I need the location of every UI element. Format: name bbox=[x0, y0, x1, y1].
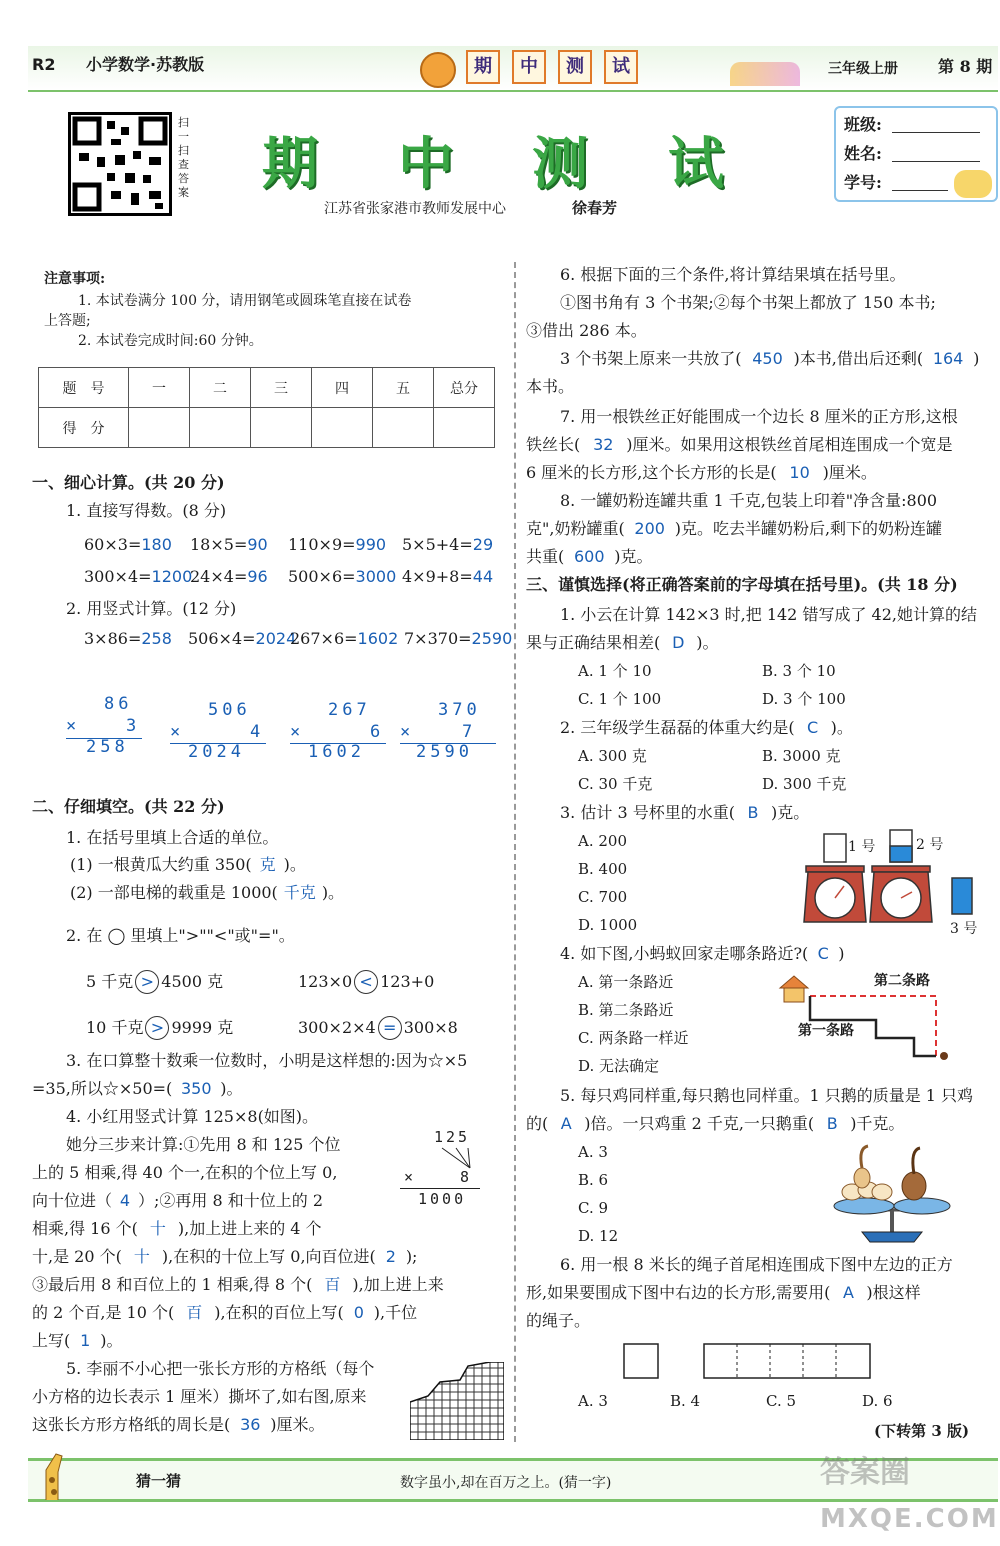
rectangle-shape bbox=[704, 1344, 870, 1378]
s3-q2-line bbox=[560, 717, 853, 739]
notes-line2: 2. 本试卷完成时间:60 分钟。 bbox=[78, 333, 263, 349]
table-cell: 总分 bbox=[434, 368, 495, 408]
goose-icon bbox=[902, 1172, 926, 1200]
s2-q6-line: ③借出 286 本。 bbox=[526, 321, 647, 340]
student-info-box bbox=[834, 106, 998, 202]
option[interactable]: A. 3 bbox=[578, 1392, 608, 1410]
answer-blank[interactable]: A bbox=[842, 1283, 854, 1302]
compare-item bbox=[86, 1016, 233, 1040]
id-label: 学号: bbox=[844, 173, 882, 192]
option[interactable]: B. 6 bbox=[578, 1171, 609, 1189]
fig-vertical-top: 125 bbox=[434, 1128, 471, 1146]
question-text: )。 bbox=[696, 633, 719, 652]
watermark-url: MXQE.COM bbox=[820, 1504, 999, 1534]
answer-blank[interactable]: 克 bbox=[259, 855, 276, 874]
question-text: )根这样 bbox=[866, 1283, 921, 1302]
question-text: ),加上进上来 bbox=[352, 1275, 444, 1294]
cup-1-label: 1 号 bbox=[848, 839, 876, 855]
answer-blank[interactable]: 千克 bbox=[283, 883, 316, 902]
question-text: )克。 bbox=[614, 547, 653, 566]
id-field[interactable] bbox=[892, 190, 948, 191]
score-cell[interactable] bbox=[251, 408, 312, 448]
s2-q7-line bbox=[526, 462, 877, 484]
s2-q3b bbox=[32, 1078, 243, 1100]
score-cell[interactable] bbox=[190, 408, 251, 448]
answer-blank[interactable]: 10 bbox=[789, 463, 810, 482]
riddle-text: 数字虽小,却在百万之上。(猜一字) bbox=[400, 1475, 612, 1491]
class-field[interactable] bbox=[892, 132, 980, 133]
s2-q6-line: 本书。 bbox=[526, 377, 575, 396]
question-text: )本书,借出后还剩( bbox=[793, 349, 924, 368]
fig-multiplier: 8 bbox=[460, 1168, 474, 1186]
calc-answer[interactable]: 258 bbox=[141, 629, 172, 648]
calc-expr: 500×6= bbox=[288, 567, 356, 586]
answer-blank[interactable]: 200 bbox=[634, 519, 665, 538]
balance-figure bbox=[822, 1140, 962, 1246]
compare-right: 9999 克 bbox=[171, 1018, 234, 1037]
calc-answer[interactable]: 29 bbox=[472, 535, 494, 554]
option[interactable]: D. 3 个 100 bbox=[762, 690, 846, 708]
section2-title: 二、仔细填空。(共 22 分) bbox=[32, 797, 225, 816]
chicken-icon bbox=[872, 1184, 892, 1200]
watermark: 答案圈 bbox=[820, 1455, 910, 1490]
option[interactable]: C. 5 bbox=[766, 1392, 797, 1410]
option[interactable]: B. 第二条路近 bbox=[578, 1001, 674, 1019]
compare-left: 5 千克 bbox=[86, 972, 134, 991]
s2-q4-line bbox=[32, 1246, 417, 1268]
option[interactable]: A. 200 bbox=[578, 832, 627, 850]
option[interactable]: A. 300 克 bbox=[578, 747, 647, 765]
s2-q1b bbox=[70, 882, 344, 904]
question-text: ③最后用 8 和百位上的 1 相乘,得 8 个( bbox=[32, 1275, 313, 1294]
table-cell: 题 号 bbox=[39, 368, 129, 408]
answer-blank[interactable]: A bbox=[560, 1114, 572, 1133]
option[interactable]: A. 第一条路近 bbox=[578, 973, 674, 991]
section1-title: 一、细心计算。(共 20 分) bbox=[32, 473, 225, 492]
s3-q5-line bbox=[526, 1113, 904, 1135]
option[interactable]: D. 6 bbox=[862, 1392, 893, 1410]
vertical-top: 267 bbox=[328, 700, 371, 720]
s1-q2-title: 2. 用竖式计算。(12 分) bbox=[66, 599, 237, 618]
qr-code[interactable] bbox=[68, 112, 172, 216]
answer-blank[interactable]: 4 bbox=[119, 1191, 131, 1210]
vertical-top: 86 bbox=[104, 694, 133, 714]
banner-tile-1: 期 bbox=[466, 50, 500, 84]
question-text: )。 bbox=[830, 718, 853, 737]
calc-item bbox=[402, 566, 493, 588]
cup-2-label: 2 号 bbox=[916, 837, 944, 853]
s2-q8-line: 8. 一罐奶粉连罐共重 1 千克,包装上印着"净含量:800 bbox=[560, 491, 938, 510]
option[interactable]: B. 4 bbox=[670, 1392, 701, 1410]
calc-expr: 506×4= bbox=[188, 629, 256, 648]
answer-blank[interactable]: C bbox=[817, 944, 829, 963]
question-text: ) bbox=[838, 944, 845, 963]
question-text: )。 bbox=[321, 883, 345, 902]
answer-blank[interactable]: 百 bbox=[186, 1303, 203, 1322]
calc-expr: 24×4= bbox=[190, 567, 248, 586]
question-text: )千克。 bbox=[850, 1114, 905, 1133]
compare-circle[interactable]: = bbox=[378, 1016, 402, 1040]
question-text: =35,所以☆×50=( bbox=[32, 1079, 173, 1098]
author-org: 江苏省张家港市教师发展中心 bbox=[324, 201, 506, 217]
times-sign: × bbox=[66, 716, 81, 736]
score-cell[interactable] bbox=[312, 408, 373, 448]
compare-item bbox=[86, 970, 223, 994]
s2-q4: 4. 小红用竖式计算 125×8(如图)。 bbox=[66, 1107, 319, 1126]
answer-blank[interactable]: B bbox=[747, 803, 759, 822]
vertical-result[interactable]: 2024 bbox=[188, 742, 245, 762]
option[interactable]: D. 无法确定 bbox=[578, 1057, 660, 1075]
question-text: 的( bbox=[526, 1114, 549, 1133]
compare-item bbox=[298, 1016, 458, 1040]
cup-3-label: 3 号 bbox=[950, 921, 978, 937]
calc-answer[interactable]: 90 bbox=[247, 535, 268, 554]
question-text: ),千位 bbox=[373, 1303, 418, 1322]
banner-tile-2: 中 bbox=[512, 50, 546, 84]
question-text: ) bbox=[973, 349, 980, 368]
author-name: 徐春芳 bbox=[572, 199, 618, 217]
s3-q5-line: 5. 每只鸡同样重,每只鹅也同样重。1 只鹅的质量是 1 只鸡 bbox=[560, 1086, 974, 1105]
question-text: 相乘,得 16 个( bbox=[32, 1219, 138, 1238]
calc-answer[interactable]: 96 bbox=[247, 567, 268, 586]
question-text: )倍。一只鸡重 2 千克,一只鹅重( bbox=[584, 1114, 815, 1133]
question-text: 上写( bbox=[32, 1331, 71, 1350]
answer-blank[interactable]: 1 bbox=[80, 1331, 91, 1350]
question-text: 这张长方形方格纸的周长是( bbox=[32, 1415, 231, 1434]
question-text: 6 厘米的长方形,这个长方形的长是( bbox=[526, 463, 777, 482]
s3-q3-line bbox=[560, 802, 809, 824]
s2-q4-line bbox=[32, 1302, 417, 1324]
s2-q5-line: 小方格的边长表示 1 厘米）撕坏了,如右图,原来 bbox=[32, 1387, 367, 1406]
score-table-header-row bbox=[39, 368, 495, 408]
option[interactable]: C. 700 bbox=[578, 888, 628, 906]
question-text: 形,如果要围成下图中右边的长方形,需要用( bbox=[526, 1283, 831, 1302]
calc-expr: 5×5+4= bbox=[402, 535, 473, 554]
continue-note: (下转第 3 版) bbox=[874, 1422, 970, 1440]
banner-tile-3: 测 bbox=[558, 50, 592, 84]
calc-answer[interactable]: 2590 bbox=[471, 629, 513, 648]
s2-q6-line bbox=[560, 348, 979, 370]
answer-blank[interactable]: 350 bbox=[181, 1079, 212, 1098]
s2-q7-line: 7. 用一根铁丝正好能围成一个边长 8 厘米的正方形,这根 bbox=[560, 407, 958, 426]
calc-answer[interactable]: 1602 bbox=[357, 629, 399, 648]
calc-item bbox=[190, 534, 268, 556]
table-cell: 二 bbox=[190, 368, 251, 408]
answer-blank[interactable]: 十 bbox=[149, 1219, 166, 1238]
calc-item bbox=[84, 628, 172, 650]
calc-expr: 110×9= bbox=[288, 535, 356, 554]
calc-item bbox=[290, 628, 398, 650]
question-text: )。 bbox=[100, 1331, 123, 1350]
square-rectangle-figure bbox=[622, 1342, 872, 1380]
ant-icon bbox=[940, 1052, 948, 1060]
calc-expr: 4×9+8= bbox=[402, 567, 473, 586]
title-char-4: 试 bbox=[668, 132, 724, 197]
question-text: )厘米。 bbox=[822, 463, 877, 482]
option[interactable]: C. 两条路一样近 bbox=[578, 1029, 689, 1047]
score-table-score-row bbox=[39, 408, 495, 448]
calc-answer[interactable]: 1200 bbox=[151, 567, 193, 586]
column-divider bbox=[514, 262, 516, 1442]
s2-q8-line bbox=[526, 518, 942, 540]
option[interactable]: A. 1 个 10 bbox=[578, 662, 652, 680]
score-cell[interactable] bbox=[129, 408, 190, 448]
question-text: 共重( bbox=[526, 547, 565, 566]
answer-blank[interactable]: 0 bbox=[353, 1303, 364, 1322]
s3-q6-line: 6. 用一根 8 米长的绳子首尾相连围成下图中左边的正方 bbox=[560, 1255, 953, 1274]
calc-answer[interactable]: 2024 bbox=[255, 629, 297, 648]
s2-q1: 1. 在括号里填上合适的单位。 bbox=[66, 828, 279, 847]
issue-label: 第 8 期 bbox=[938, 57, 993, 76]
s2-q5-line: 5. 李丽不小心把一张长方形的方格纸（每个 bbox=[66, 1359, 375, 1378]
question-text: 果与正确结果相差( bbox=[526, 633, 661, 652]
torn-grid-paper-figure bbox=[410, 1362, 504, 1440]
answer-blank[interactable]: 32 bbox=[593, 435, 614, 454]
class-label: 班级: bbox=[844, 115, 882, 134]
castle-illustration bbox=[730, 62, 800, 86]
option[interactable]: A. 3 bbox=[578, 1143, 608, 1161]
answer-blank[interactable]: 450 bbox=[752, 349, 783, 368]
name-label: 姓名: bbox=[844, 144, 882, 163]
s2-q5-line bbox=[32, 1414, 325, 1436]
s3-q4-line bbox=[560, 943, 845, 965]
calc-expr: 267×6= bbox=[290, 629, 358, 648]
answer-blank[interactable]: B bbox=[826, 1114, 838, 1133]
question-text: )厘米。 bbox=[270, 1415, 325, 1434]
question-text: ),加上进上来的 4 个 bbox=[177, 1219, 322, 1238]
table-cell: 五 bbox=[373, 368, 434, 408]
question-text: (1) 一根黄瓜大约重 350( bbox=[70, 855, 252, 874]
times-sign: × bbox=[170, 722, 185, 742]
question-text: )。 bbox=[220, 1079, 243, 1098]
notes-heading: 注意事项: bbox=[44, 271, 106, 287]
notes-line1b: 上答题; bbox=[44, 313, 91, 329]
question-text: 十,是 20 个( bbox=[32, 1247, 122, 1266]
s2-q8-line bbox=[526, 546, 653, 568]
s1-q1-title: 1. 直接写得数。(8 分) bbox=[66, 501, 227, 520]
table-cell: 四 bbox=[312, 368, 373, 408]
house-body bbox=[784, 988, 804, 1002]
vertical-result[interactable]: 1602 bbox=[308, 742, 365, 762]
answer-blank[interactable]: C bbox=[807, 718, 819, 737]
fig-line bbox=[400, 1188, 480, 1189]
page-code: R2 bbox=[32, 55, 56, 74]
compare-circle[interactable]: < bbox=[354, 970, 378, 994]
calc-item bbox=[190, 566, 268, 588]
fig-times-sign: × bbox=[404, 1168, 418, 1186]
vertical-multiplier: 4 bbox=[250, 722, 265, 742]
question-text: )克。 bbox=[770, 803, 810, 822]
compare-left: 10 千克 bbox=[86, 1018, 144, 1037]
vertical-top: 506 bbox=[208, 700, 251, 720]
s2-q4-line bbox=[32, 1274, 444, 1296]
goose-icon bbox=[854, 1168, 870, 1188]
s2-q4-line: 她分三步来计算:①先用 8 和 125 个位 bbox=[66, 1135, 341, 1154]
question-text: 的 2 个百,是 10 个( bbox=[32, 1303, 175, 1322]
compare-right: 123+0 bbox=[380, 972, 435, 991]
times-sign: × bbox=[290, 722, 305, 742]
s2-q1a bbox=[70, 854, 306, 876]
s3-q6-line: 的绳子。 bbox=[526, 1311, 591, 1330]
option[interactable]: C. 1 个 100 bbox=[578, 690, 662, 708]
fig-result: 1000 bbox=[418, 1190, 467, 1208]
s2-q2: 2. 在 ◯ 里填上">""<"或"="。 bbox=[66, 926, 295, 945]
s2-q4-line bbox=[32, 1330, 123, 1352]
compare-circle[interactable]: > bbox=[135, 970, 159, 994]
giraffe-icon bbox=[32, 1450, 80, 1502]
times-sign: × bbox=[400, 722, 415, 742]
option[interactable]: D. 300 千克 bbox=[762, 775, 847, 793]
calc-answer[interactable]: 3000 bbox=[355, 567, 397, 586]
compare-right: 4500 克 bbox=[161, 972, 224, 991]
option[interactable]: C. 9 bbox=[578, 1199, 609, 1217]
calc-item bbox=[84, 534, 172, 556]
section3-title: 三、谨慎选择(将正确答案前的字母填在括号里)。(共 18 分) bbox=[526, 575, 958, 594]
answer-blank[interactable]: 2 bbox=[385, 1247, 396, 1266]
option[interactable]: B. 3 个 10 bbox=[762, 662, 836, 680]
s2-q7-line bbox=[526, 434, 953, 456]
question-text: 铁丝长( bbox=[526, 435, 581, 454]
option[interactable]: D. 12 bbox=[578, 1227, 619, 1245]
question-text: 3 个书架上原来一共放了( bbox=[560, 349, 742, 368]
option[interactable]: B. 3000 克 bbox=[762, 747, 841, 765]
vertical-top: 370 bbox=[438, 700, 481, 720]
calc-item bbox=[402, 534, 493, 556]
score-cell[interactable] bbox=[434, 408, 495, 448]
cartoon-icon bbox=[954, 170, 992, 198]
s2-q6-line: ①图书角有 3 个书架;②每个书架上都放了 150 本书; bbox=[560, 293, 936, 312]
question-text: 2. 三年级学生磊磊的体重大约是( bbox=[560, 718, 795, 737]
question-text: )克。吃去半罐奶粉后,剩下的奶粉连罐 bbox=[674, 519, 943, 538]
question-text: ),在积的十位上写 0,向百位进( bbox=[161, 1247, 376, 1266]
road-2-label: 第二条路 bbox=[874, 973, 930, 989]
cup-3 bbox=[952, 878, 972, 914]
vertical-result[interactable]: 2590 bbox=[416, 742, 473, 762]
calc-answer[interactable]: 990 bbox=[355, 535, 387, 554]
calc-item bbox=[188, 628, 296, 650]
answer-blank[interactable]: 十 bbox=[133, 1247, 150, 1266]
vertical-multiplier: 7 bbox=[462, 722, 477, 742]
question-text: )厘米。如果用这根铁丝首尾相连围成一个宽是 bbox=[626, 435, 953, 454]
table-cell: 一 bbox=[129, 368, 190, 408]
s3-q6-line bbox=[526, 1282, 921, 1304]
s2-q6-line: 6. 根据下面的三个条件,将计算结果填在括号里。 bbox=[560, 265, 906, 284]
s2-q4-line bbox=[32, 1190, 323, 1212]
calc-expr: 7×370= bbox=[404, 629, 472, 648]
calc-expr: 3×86= bbox=[84, 629, 142, 648]
notes-line1: 1. 本试卷满分 100 分，请用钢笔或圆珠笔直接在试卷 bbox=[78, 293, 412, 309]
s3-q1-line bbox=[526, 632, 719, 654]
question-text: (2) 一部电梯的载重是 1000( bbox=[70, 883, 278, 902]
compare-item bbox=[298, 970, 434, 994]
road-1-label: 第一条路 bbox=[798, 1023, 854, 1039]
question-text: 3. 估计 3 号杯里的水重( bbox=[560, 803, 735, 822]
calc-expr: 300×4= bbox=[84, 567, 152, 586]
vertical-multiplier: 3 bbox=[126, 716, 141, 736]
option[interactable]: C. 30 千克 bbox=[578, 775, 653, 793]
banner-tile-4: 试 bbox=[604, 50, 638, 84]
s3-q1-line: 1. 小云在计算 142×3 时,把 142 错写成了 42,她计算的结 bbox=[560, 605, 977, 624]
calc-expr: 60×3= bbox=[84, 535, 142, 554]
compare-right: 300×8 bbox=[403, 1018, 458, 1037]
compare-left: 300×2×4 bbox=[298, 1018, 376, 1037]
title-char-3: 测 bbox=[532, 132, 588, 197]
carry-arrows-icon bbox=[436, 1146, 476, 1170]
answer-blank[interactable]: D bbox=[672, 633, 685, 652]
question-text: ）;②再用 8 和十位上的 2 bbox=[138, 1191, 324, 1210]
subject-label: 小学数学·苏教版 bbox=[86, 55, 205, 74]
compare-left: 123×0 bbox=[298, 972, 353, 991]
question-text: 4. 如下图,小蚂蚁回家走哪条路近?( bbox=[560, 944, 809, 963]
option[interactable]: D. 1000 bbox=[578, 916, 638, 934]
compare-circle[interactable]: > bbox=[145, 1016, 169, 1040]
calc-item bbox=[84, 566, 192, 588]
square-shape bbox=[624, 1344, 658, 1378]
title-char-1: 期 bbox=[262, 132, 318, 197]
title-char-2: 中 bbox=[398, 132, 454, 197]
table-cell: 得 分 bbox=[39, 408, 129, 448]
name-field[interactable] bbox=[892, 161, 980, 162]
calc-item bbox=[288, 566, 396, 588]
riddle-label: 猜一猜 bbox=[136, 1472, 182, 1490]
calc-item bbox=[404, 628, 512, 650]
question-text: ),在积的百位上写( bbox=[214, 1303, 344, 1322]
question-text: ); bbox=[405, 1247, 418, 1266]
calc-item bbox=[288, 534, 386, 556]
grade-label: 三年级上册 bbox=[828, 61, 898, 77]
vertical-multiplier: 6 bbox=[370, 722, 385, 742]
question-text: 克",奶粉罐重( bbox=[526, 519, 625, 538]
question-text: )。 bbox=[283, 855, 306, 874]
question-text: 向十位进（ bbox=[32, 1191, 113, 1210]
house-icon bbox=[780, 976, 808, 988]
s2-q4-line bbox=[32, 1218, 322, 1240]
qr-caption: 扫一扫 查答案 bbox=[178, 116, 189, 199]
answer-blank[interactable]: 164 bbox=[932, 349, 964, 368]
answer-blank[interactable]: 36 bbox=[240, 1415, 261, 1434]
mascot-icon bbox=[420, 52, 456, 88]
s2-q4-line: 上的 5 相乘,得 40 个一,在积的个位上写 0, bbox=[32, 1163, 338, 1182]
answer-blank[interactable]: 600 bbox=[573, 547, 605, 566]
calc-expr: 18×5= bbox=[190, 535, 248, 554]
calc-answer[interactable]: 180 bbox=[141, 535, 172, 554]
calc-answer[interactable]: 44 bbox=[472, 567, 494, 586]
answer-blank[interactable]: 百 bbox=[324, 1275, 341, 1294]
option[interactable]: B. 400 bbox=[578, 860, 628, 878]
table-cell: 三 bbox=[251, 368, 312, 408]
s2-q3a: 3. 在口算整十数乘一位数时，小明是这样想的:因为☆×5 bbox=[66, 1051, 468, 1070]
score-cell[interactable] bbox=[373, 408, 434, 448]
vertical-result[interactable]: 258 bbox=[86, 737, 129, 757]
score-table bbox=[38, 367, 495, 448]
